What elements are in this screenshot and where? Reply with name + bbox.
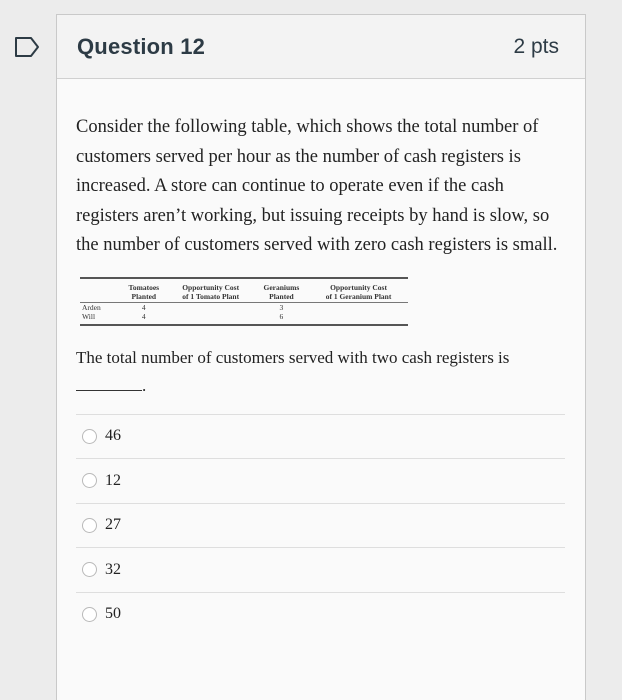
header-line: Geraniums (263, 282, 300, 292)
table-row (80, 302, 408, 312)
answer-choices (76, 414, 565, 637)
radio-button[interactable] (82, 562, 97, 577)
header-line: Tomatoes (128, 282, 160, 292)
table-cell: 6 (279, 311, 284, 321)
header-line: Opportunity Cost (330, 282, 387, 292)
answer-choice-27[interactable] (76, 503, 565, 548)
question-title: Question 12 (77, 33, 206, 59)
table-cell: Will (82, 311, 96, 321)
radio-button[interactable] (82, 473, 97, 488)
header-line: Planted (131, 291, 157, 301)
answer-blank (76, 377, 142, 391)
question-header (57, 15, 585, 79)
table-header-tomato-opp-cost (168, 279, 254, 303)
question-card (56, 14, 586, 700)
table-cell (309, 312, 408, 321)
table-bottom-rule (80, 324, 408, 326)
answer-choice-32[interactable] (76, 547, 565, 592)
question-points: 2 pts (513, 34, 559, 58)
choice-label: 50 (105, 605, 121, 623)
table-cell (309, 302, 408, 312)
question-body (57, 79, 585, 636)
table-cell (168, 302, 254, 312)
answer-choice-12[interactable] (76, 458, 565, 503)
table-header-geranium-opp-cost (309, 279, 408, 303)
radio-button[interactable] (82, 429, 97, 444)
radio-button[interactable] (82, 518, 97, 533)
table-cell: 4 (141, 302, 146, 312)
table-header-corner (80, 279, 120, 303)
prompt-2-period: . (142, 375, 147, 395)
table-grid (80, 279, 408, 321)
choice-label: 46 (105, 427, 121, 445)
table-row (80, 312, 408, 321)
header-line: Planted (269, 291, 294, 301)
table-cell (168, 312, 254, 321)
bookmark-flag-icon[interactable] (14, 36, 40, 58)
choice-label: 32 (105, 560, 121, 578)
header-line: of 1 Tomato Plant (182, 291, 240, 301)
table-header-tomatoes (120, 279, 168, 303)
choice-label: 12 (105, 471, 121, 489)
question-prompt-2 (76, 344, 565, 400)
table-cell: Arden (82, 302, 101, 312)
question-prompt: Consider the following table, which shows the total number of customers served per hour as the number of cash registers is increased. A store can continue to operate even if the cash registers aren’t working, but issuing receipts by hand is slow, so the number of customers served with zero cash registers is small. (76, 117, 558, 255)
answer-choice-46[interactable] (76, 414, 565, 459)
radio-button[interactable] (82, 607, 97, 622)
header-line: of 1 Geranium Plant (325, 291, 392, 301)
data-table (80, 277, 408, 326)
header-line: Opportunity Cost (182, 282, 240, 292)
table-cell: 3 (279, 302, 284, 312)
table-cell: 4 (141, 311, 146, 321)
prompt-2-text: The total number of customers served with two cash registers is (76, 347, 510, 367)
answer-choice-50[interactable] (76, 592, 565, 637)
table-header-geraniums (254, 279, 309, 303)
choice-label: 27 (105, 516, 121, 534)
